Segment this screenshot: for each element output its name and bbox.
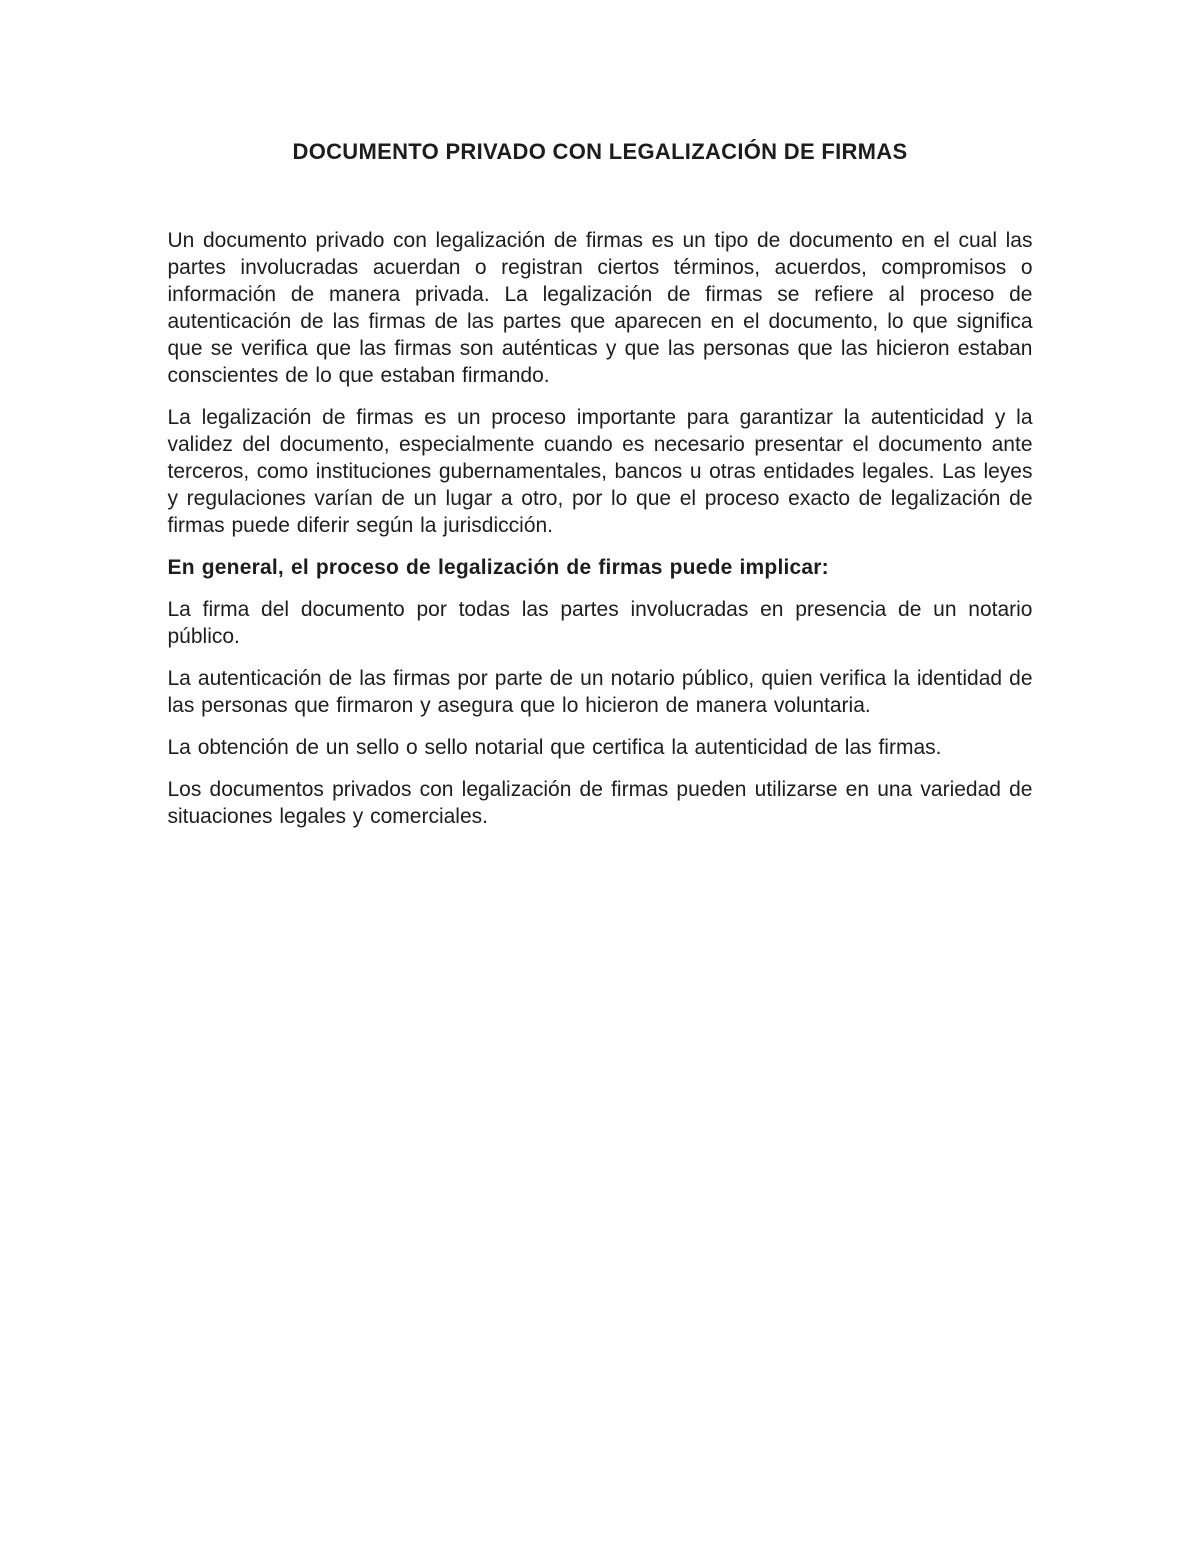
process-paragraph-2: La autenticación de las firmas por parte de un notario público, quien verifica la identidad de las personas que firmaron y asegura que lo hicieron de manera voluntaria.: [167, 667, 1033, 717]
section-heading: En general, el proceso de legalización de firmas puede implicar:: [167, 556, 829, 579]
process-paragraph-3: La obtención de un sello o sello notarial que certifica la autenticidad de las firmas.: [167, 736, 942, 759]
process-paragraph-1: La firma del documento por todas las partes involucradas en presencia de un notario público.: [167, 598, 1033, 648]
intro-paragraph-2: La legalización de firmas es un proceso importante para garantizar la autenticidad y la validez del documento, especialmente cuando es necesario presentar el documento ante terceros, como instituciones gubernamentales, bancos u otras entidades legales. Las leyes y regulaciones varían de un lugar a otro, por lo que el proceso exacto de legalización de firmas puede diferir según la jurisdicción.: [167, 406, 1033, 537]
closing-paragraph: Los documentos privados con legalización de firmas pueden utilizarse en una variedad de situaciones legales y comerciales.: [167, 778, 1033, 828]
intro-paragraph-1: Un documento privado con legalización de firmas es un tipo de documento en el cual las partes involucradas acuerdan o registran ciertos términos, acuerdos, compromisos o información de manera privada. La legalización de firmas se refiere al proceso de autenticación de las firmas de las partes que aparecen en el documento, lo que significa que se verifica que las firmas son auténticas y que las personas que las hicieron estaban conscientes de lo que estaban firmando.: [167, 229, 1033, 387]
document-page: [168, 0, 1033, 830]
document-title: DOCUMENTO PRIVADO CON LEGALIZACIÓN DE FIRMAS: [292, 139, 908, 164]
